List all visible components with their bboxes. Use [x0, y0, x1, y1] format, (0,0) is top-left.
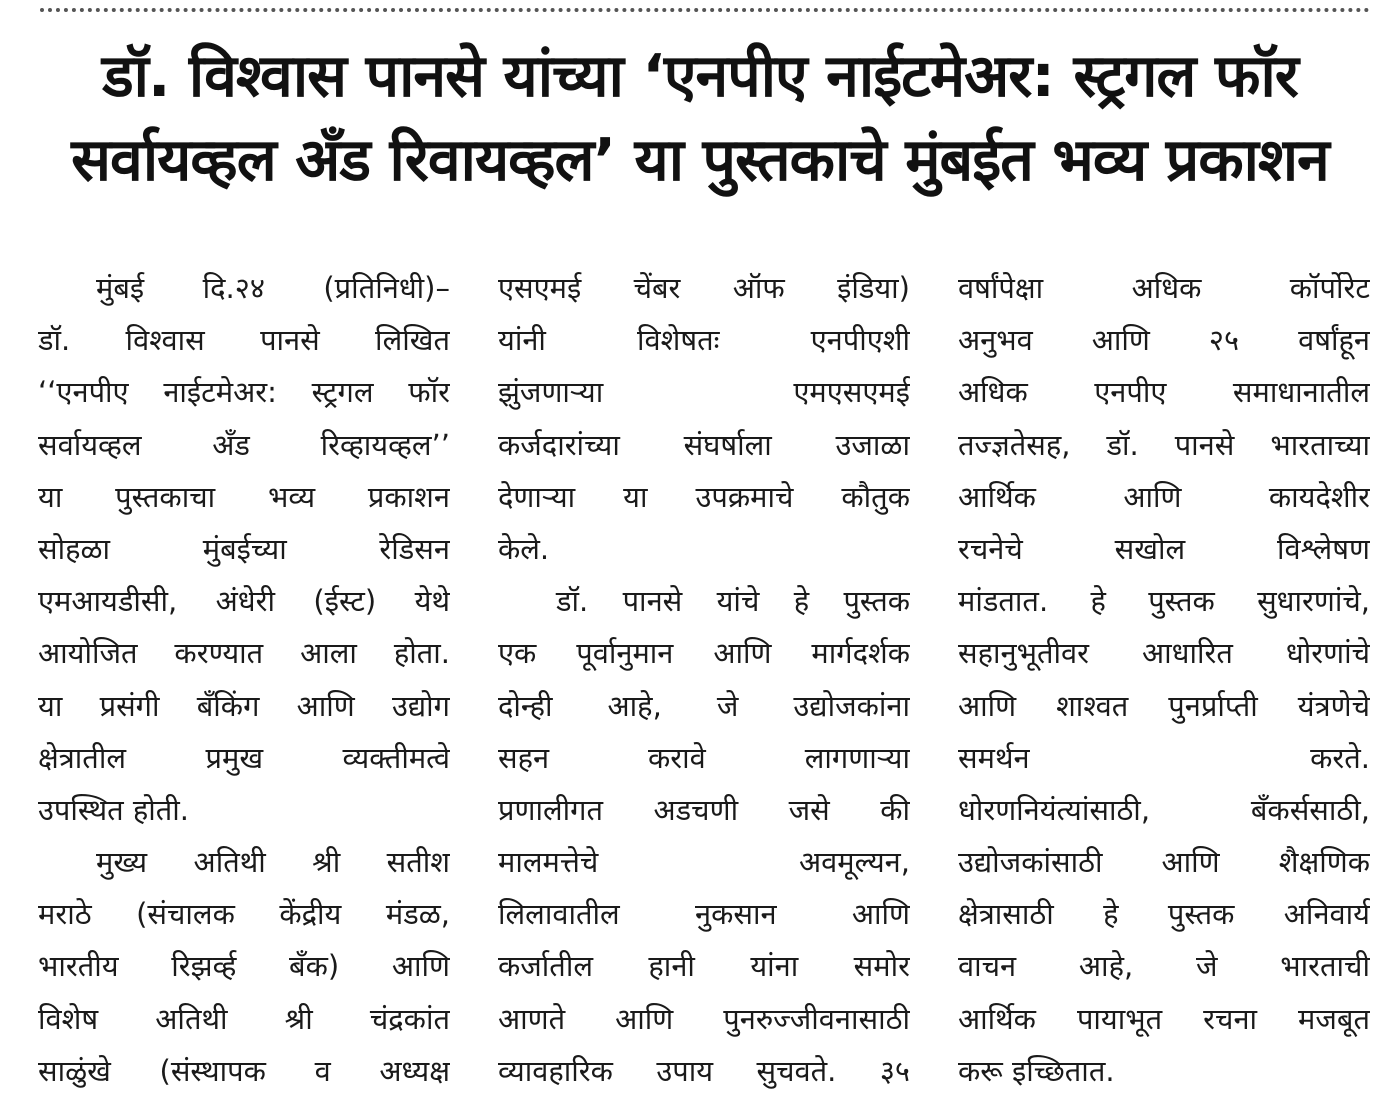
body-line: प्रणालीगत अडचणी जसे की	[498, 792, 910, 827]
body-line: आर्थिक आणि कायदेशीर	[958, 479, 1370, 514]
body-line: विशेष अतिथी श्री चंद्रकांत	[38, 1001, 450, 1036]
body-line: साळुंखे (संस्थापक व अध्यक्ष	[38, 1053, 450, 1088]
body-line: भारतीय रिझर्व्ह बँक) आणि	[38, 949, 450, 984]
body-line: करू इच्छितात.	[958, 1053, 1115, 1088]
body-line: धोरणनियंत्यांसाठी, बँकर्ससाठी,	[958, 792, 1370, 827]
body-line: देणाऱ्या या उपक्रमाचे कौतुक	[498, 479, 910, 514]
body-line: मालमत्तेचे अवमूल्यन,	[498, 845, 910, 880]
article-column-2	[498, 262, 910, 1097]
body-line: एमआयडीसी, अंधेरी (ईस्ट) येथे	[38, 584, 450, 619]
body-line: वाचन आहे, जे भारताची	[958, 949, 1370, 984]
body-line: डॉ. पानसे यांचे हे पुस्तक	[556, 584, 910, 619]
body-line: आयोजित करण्यात आला होता.	[38, 636, 450, 671]
body-line: उपस्थित होती.	[38, 792, 190, 827]
body-line: अधिक एनपीए समाधानातील	[958, 375, 1370, 410]
body-line: मराठे (संचालक केंद्रीय मंडळ,	[38, 897, 450, 932]
article-column-3	[958, 262, 1370, 1097]
body-line: कर्जातील हानी यांना समोर	[498, 949, 910, 984]
article-body	[38, 262, 1370, 1092]
headline-line-2: सर्वायव्हल अँड रिवायव्हल’ या पुस्तकाचे मुंबईत भव्य प्रकाशन	[71, 125, 1329, 194]
body-line: क्षेत्रासाठी हे पुस्तक अनिवार्य	[958, 897, 1370, 932]
body-line: दोन्ही आहे, जे उद्योजकांना	[498, 688, 910, 723]
body-line: या पुस्तकाचा भव्य प्रकाशन	[38, 479, 450, 514]
body-line: क्षेत्रातील प्रमुख व्यक्तीमत्वे	[38, 740, 450, 775]
body-line: मुंबई दि.२४ (प्रतिनिधी)–	[96, 271, 450, 305]
body-line: एक पूर्वानुमान आणि मार्गदर्शक	[498, 636, 910, 671]
article-column-1	[38, 262, 450, 1097]
body-line: आर्थिक पायाभूत रचना मजबूत	[958, 1001, 1370, 1036]
body-line: मुख्य अतिथी श्री सतीश	[96, 845, 450, 880]
body-line: आणते आणि पुनरुज्जीवनासाठी	[498, 1001, 910, 1036]
body-line: मांडतात. हे पुस्तक सुधारणांचे,	[958, 584, 1370, 619]
body-line: अनुभव आणि २५ वर्षांहून	[958, 323, 1370, 358]
body-line: आणि शाश्वत पुनर्प्राप्ती यंत्रणेचे	[958, 688, 1370, 723]
body-line: वर्षांपेक्षा अधिक कॉर्पोरेट	[958, 271, 1370, 305]
top-dotted-rule	[40, 8, 1370, 12]
body-line: लिलावातील नुकसान आणि	[498, 897, 910, 932]
body-line: रचनेचे सखोल विश्लेषण	[958, 531, 1370, 566]
body-line: झुंजणाऱ्या एमएसएमई	[498, 375, 910, 410]
body-line: सर्वायव्हल अँड रिव्हायव्हल’’	[38, 427, 450, 462]
headline-line-1: डॉ. विश्वास पानसे यांच्या ‘एनपीए नाईटमेअर: स्ट्रगल फॉर	[102, 41, 1298, 110]
body-line: समर्थन करते.	[958, 740, 1370, 775]
body-line: उद्योजकांसाठी आणि शैक्षणिक	[958, 845, 1370, 880]
body-line: एसएमई चेंबर ऑफ इंडिया)	[498, 271, 910, 305]
body-line: यांनी विशेषतः एनपीएशी	[498, 323, 910, 358]
article-headline	[30, 34, 1370, 202]
body-line: सहानुभूतीवर आधारित धोरणांचे	[958, 636, 1370, 671]
body-line: केले.	[498, 531, 550, 566]
body-line: डॉ. विश्वास पानसे लिखित	[38, 323, 450, 358]
body-line: या प्रसंगी बँकिंग आणि उद्योग	[38, 688, 450, 723]
body-line: कर्जदारांच्या संघर्षाला उजाळा	[498, 427, 910, 462]
body-line: सहन करावे लागणाऱ्या	[498, 740, 910, 775]
body-line: व्यावहारिक उपाय सुचवते. ३५	[498, 1053, 910, 1088]
body-line: सोहळा मुंबईच्या रेडिसन	[38, 531, 450, 566]
body-line: तज्ज्ञतेसह, डॉ. पानसे भारताच्या	[958, 427, 1370, 462]
body-line: ‘‘एनपीए नाईटमेअर: स्ट्रगल फॉर	[38, 375, 450, 410]
